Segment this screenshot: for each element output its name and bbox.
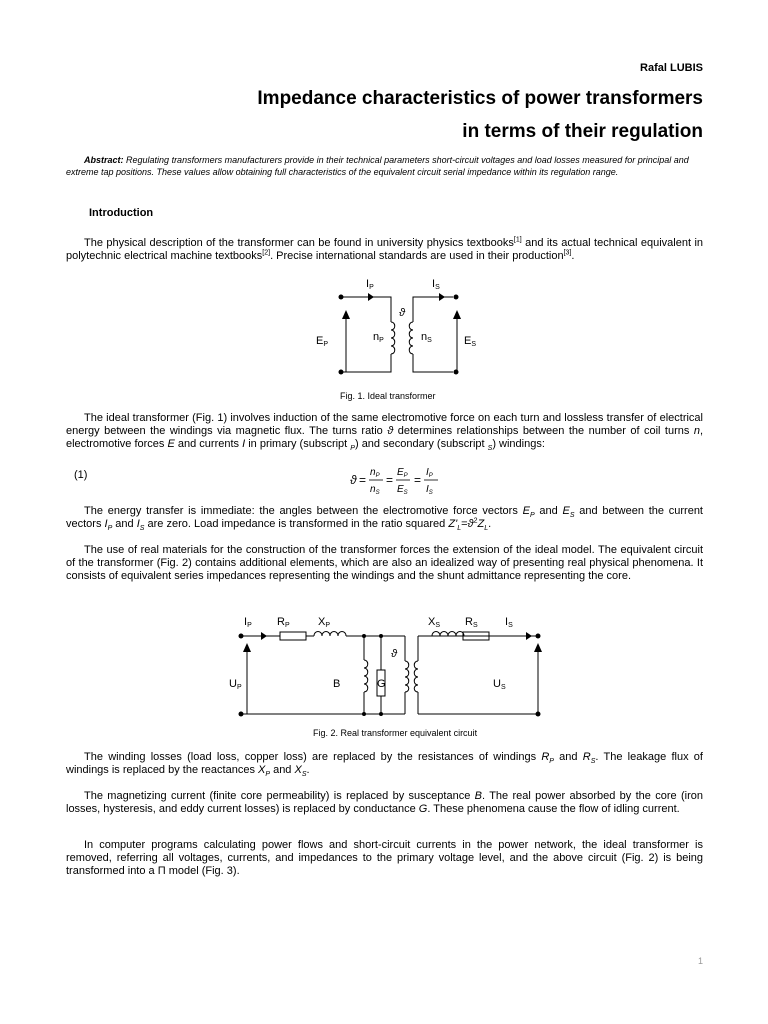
- terminal-dot: [454, 295, 459, 300]
- svg-text:=: =: [414, 473, 422, 487]
- svg-text:UP: UP: [229, 678, 242, 691]
- svg-text:RP: RP: [277, 616, 290, 629]
- equation-number: (1): [74, 469, 88, 481]
- ideal-coil-secondary: [414, 661, 418, 692]
- svg-text:IP: $I_P$: [426, 467, 433, 479]
- resistor-rp: [280, 632, 306, 640]
- terminal-dot: [239, 634, 244, 639]
- inductor-xs: [432, 632, 464, 637]
- title-line-2: in terms of their regulation: [462, 121, 703, 142]
- heading-introduction: Introduction: [89, 207, 154, 219]
- figure-1-ideal-transformer: [316, 272, 486, 392]
- svg-text:ϑ: ϑ: [391, 648, 398, 660]
- paragraph-3: The energy transfer is immediate: the angles between the electromotive force vectors $E_P$ and $E_S$ and between the current vectors $I_P$ and $I_S$ are zero. Load impedance is transformed in the ratio squared $Z'_L=ϑ^2Z_L$.: [66, 505, 703, 533]
- junction-dot: [362, 712, 366, 716]
- svg-text:nS: $n_S$: [370, 484, 380, 496]
- terminal-dot: [239, 712, 244, 717]
- page-number: 1: [698, 956, 704, 966]
- svg-text:ϑ: ϑ: [350, 473, 357, 487]
- inductor-xp: [314, 632, 346, 637]
- terminal-dot: [339, 295, 344, 300]
- svg-text:RS: RS: [465, 616, 478, 629]
- svg-text:EP: EP: [316, 335, 329, 348]
- inductor-b: [364, 660, 368, 692]
- abstract-text: Regulating transformers manufacturers provide in their technical parameters short-circuit voltages and load losses measured for principal and extreme tap positions. These values allow obtaining full characteristics of the equivalent circuit serial impedance within its regulation range.: [66, 155, 689, 177]
- svg-text:IP: IP: [244, 616, 252, 629]
- ideal-coil-primary: [405, 661, 409, 692]
- terminal-dot: [339, 370, 344, 375]
- author: Rafal LUBIS: [640, 62, 703, 74]
- svg-text:G: G: [377, 678, 386, 690]
- svg-text:nP: $n_P$: [370, 467, 380, 479]
- svg-text:XP: XP: [318, 616, 331, 629]
- junction-dot: [362, 634, 366, 638]
- terminal-dot: [454, 370, 459, 375]
- svg-text:B: B: [333, 678, 341, 690]
- equation-1: [348, 462, 448, 498]
- paragraph-6: The magnetizing current (finite core permeability) is replaced by susceptance B. The real power absorbed by the core (iron losses, hysteresis, and eddy current losses) is replaced by conductance G. These phenomena cause the flow of idling current.: [66, 790, 703, 815]
- paragraph-1: The physical description of the transformer can be found in university physics textbooks[1] and its actual technical equivalent in polytechnic electrical machine textbooks[2]. Precise international standards are used in their production[3].: [66, 236, 704, 262]
- svg-text:=: =: [386, 473, 394, 487]
- junction-dot: [379, 712, 383, 716]
- figure-2-caption: Fig. 2. Real transformer equivalent circuit: [313, 728, 478, 738]
- svg-text:IS: $I_S$: [426, 484, 433, 496]
- svg-text:EP: $E_P$: [397, 467, 408, 479]
- svg-text:=: =: [359, 473, 367, 487]
- svg-text:ES: $E_S$: [397, 484, 408, 496]
- abstract-label: Abstract:: [84, 155, 124, 165]
- paragraph-7: In computer programs calculating power flows and short-circuit currents in the power network, the ideal transformer is removed, referring all voltages, currents, and impedances to the primary voltage level, and the above circuit (Fig. 2) is being transformed into a Π model (Fig. 3).: [66, 839, 703, 877]
- paragraph-4: The use of real materials for the construction of the transformer forces the extension of the ideal model. The equivalent circuit of the transformer (Fig. 2) contains additional elements, which are also an idealized way of presenting real physical phenomena. It consists of equivalent series impedances representing the windings and the shunt admittance representing the core.: [66, 544, 703, 582]
- junction-dot: [379, 634, 383, 638]
- svg-text:XS: XS: [428, 616, 441, 629]
- abstract: [66, 154, 703, 178]
- svg-text:ES: ES: [464, 335, 477, 348]
- paragraph-2: The ideal transformer (Fig. 1) involves induction of the same electromotive force on each turn and lossless transfer of electrical energy between the windings via magnetic flux. The turns ratio ϑ determines relationships between the number of coil turns n, electromotive forces E and currents I in primary (subscript $_P$) and secondary (subscript $_S$) windings:: [66, 412, 703, 453]
- svg-text:IP: IP: [366, 278, 374, 291]
- figure-1-caption: Fig. 1. Ideal transformer: [340, 391, 436, 401]
- svg-text:nS: nS: [421, 331, 432, 344]
- title-line-1: Impedance characteristics of power transformers: [257, 88, 703, 109]
- paragraph-5: The winding losses (load loss, copper loss) are replaced by the resistances of windings $R_P$ and $R_S$. The leakage flux of windings is replaced by the reactances $X_P$ and $X_S$.: [66, 751, 703, 779]
- svg-text:IS: IS: [432, 278, 440, 291]
- figure-2-equivalent-circuit: [229, 608, 562, 726]
- svg-text:ϑ: ϑ: [399, 307, 406, 319]
- svg-text:IS: IS: [505, 616, 513, 629]
- svg-text:nP: nP: [373, 331, 384, 344]
- svg-text:US: US: [493, 678, 506, 691]
